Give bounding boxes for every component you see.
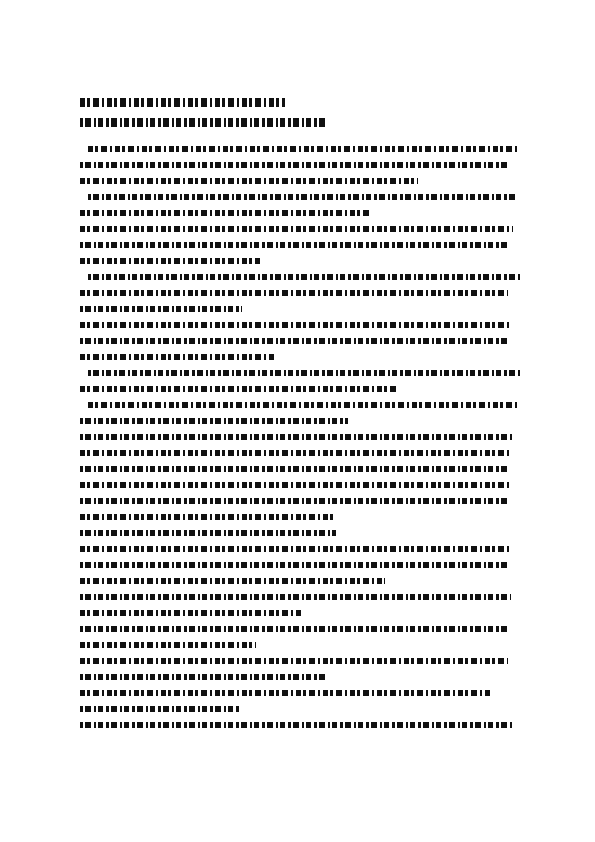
- text-line: [80, 546, 512, 552]
- text-line: [80, 290, 508, 296]
- paragraph: [80, 370, 515, 392]
- text-line: [80, 674, 325, 680]
- text-line: [80, 354, 275, 360]
- paragraph: [80, 546, 515, 584]
- text-line: [80, 162, 507, 168]
- paragraph: [80, 402, 515, 424]
- paragraph: [80, 322, 515, 360]
- text-line: [80, 514, 336, 520]
- header-line-1: [80, 98, 285, 107]
- text-line: [80, 594, 511, 600]
- paragraph: [80, 146, 515, 184]
- paragraph: [80, 226, 515, 264]
- paragraph: [80, 194, 515, 216]
- text-line: [80, 658, 508, 664]
- paragraph: [80, 530, 515, 536]
- text-line: [80, 706, 240, 712]
- text-line: [80, 530, 336, 536]
- text-line: [80, 610, 302, 616]
- text-line: [80, 722, 512, 728]
- text-line: [80, 178, 418, 184]
- text-line: [80, 578, 385, 584]
- text-line: [80, 242, 509, 248]
- text-line: [80, 338, 510, 344]
- paragraph: [80, 274, 515, 312]
- text-line: [80, 562, 508, 568]
- document-header: [80, 98, 510, 138]
- text-line: [80, 402, 520, 408]
- text-line: [80, 194, 518, 200]
- text-line: [80, 226, 513, 232]
- text-line: [80, 386, 398, 392]
- paragraph: [80, 690, 515, 712]
- text-line: [80, 450, 510, 456]
- text-line: [80, 626, 510, 632]
- paragraph: [80, 594, 515, 616]
- text-line: [80, 210, 372, 216]
- paragraph: [80, 658, 515, 680]
- text-line: [80, 146, 520, 152]
- text-line: [80, 690, 490, 696]
- text-line: [80, 274, 520, 280]
- paragraph: [80, 434, 515, 520]
- document-text-note: [0, 0, 1, 1]
- text-line: [80, 370, 520, 376]
- text-line: [80, 642, 256, 648]
- text-line: [80, 322, 512, 328]
- text-line: [80, 258, 260, 264]
- paragraph: [80, 626, 515, 648]
- text-line: [80, 482, 510, 488]
- text-line: [80, 306, 242, 312]
- paragraph: [80, 722, 515, 728]
- text-line: [80, 434, 512, 440]
- text-line: [80, 498, 509, 504]
- header-line-2: [80, 118, 328, 127]
- text-line: [80, 466, 508, 472]
- text-line: [80, 418, 348, 424]
- document-body: [80, 146, 515, 738]
